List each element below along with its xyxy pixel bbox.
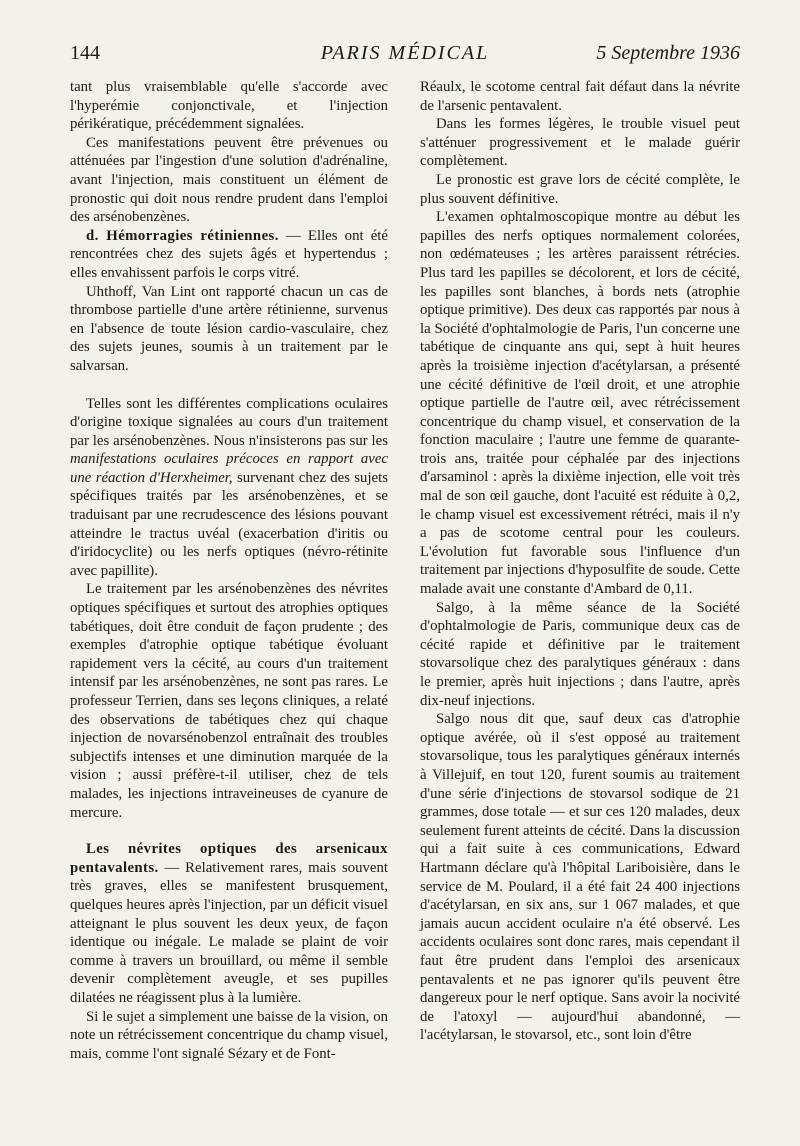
paragraph-text: — Elles ont été rencontrées chez des sujets âgés et hypertendus ; elles envahissent parfois le corps vitré. xyxy=(70,227,388,281)
paragraph: Salgo, à la même séance de la Société d'ophtalmologie de Paris, communique deux cas de cécité rapide et définitive par le traitement stovarsolique chez des paralytiques généraux : dans le premier, après huit injections ; dans l'autre, après dix-neuf injections. xyxy=(420,599,740,709)
journal-title: PARIS MÉDICAL xyxy=(320,42,490,64)
page-number: 144 xyxy=(70,42,100,64)
paragraph: Réaulx, le scotome central fait défaut dans la névrite de l'arsenic pentavalent. xyxy=(420,79,740,114)
paragraph xyxy=(70,227,388,283)
paragraph: Salgo nous dit que, sauf deux cas d'atrophie optique avérée, où il s'est opposé au traitement stovarsolique, tous les paralytiques généraux internés à Villejuif, en tout 120, furent soumis au traitement d'une série d'injections de stovarsol sodique de 21 grammes, dose totale — et sur ces 120 malades, deux seulement furent atteints de cécité. Dans la discussion qui a fait suite à ces communications, Edward Hartmann déclare qu'à l'hôpital Lariboisière, dans le service de M. Poulard, il a été fait 24 400 injections d'acétylarsan, en six ans, sur 1 067 malades, et que jamais aucun accident oculaire n'a été observé. Les accidents oculaires sont donc rares, mais cependant il faut être prudent dans l'emploi des arsenicaux pentavalents et ne pas ignorer qu'ils peuvent être dangereux pour le nerf optique. Sans avoir la nocivité de l'atoxyl — aujourd'hui abandonné, — l'acétylarsan, le stovarsol, etc., sont loin d'être xyxy=(420,711,740,1044)
paragraph-text: survenant chez des sujets spécifiques traités par les arsénobenzènes, et se traduisant par une recrudescence des lésions pouvant atteindre le tractus uvéal (exacerbation d'iritis ou d'iridocyclite) ou les nerfs optiques (névro-rétinite avec papillite). xyxy=(70,469,388,579)
paragraph: Uhthoff, Van Lint ont rapporté chacun un cas de thrombose partielle d'une artère rétinienne, survenus en l'absence de toute lésion cardio-vasculaire, chez des sujets jeunes, soumis à un traitement par le salvarsan. xyxy=(70,283,388,374)
italic-term: manifestations oculaires précoces en rapport avec une réaction d'Herxheimer, xyxy=(70,451,388,486)
paragraph: Ces manifestations peuvent être prévenues ou atténuées par l'ingestion d'une solution d'adrénaline, avant l'injection, mais constituent un élément de pronostic qui doit nous rendre prudent dans l'emploi des arsénobenzènes. xyxy=(70,134,388,226)
right-column xyxy=(420,78,740,1045)
paragraph: Dans les formes légères, le trouble visuel peut s'atténuer progressivement et le malade guérir complètement. xyxy=(420,116,740,170)
issue-date: 5 Septembre 1936 xyxy=(596,42,740,64)
paragraph: tant plus vraisemblable qu'elle s'accorde avec l'hyperémie conjonctivale, et l'injection périkératique, précédemment signalées. xyxy=(70,79,388,133)
paragraph-text: — Relativement rares, mais souvent très graves, elles se manifestent brusquement, quelques heures après l'injection, par un déficit visuel atteignant le plus souvent les deux yeux, de façon identique ou inégale. Le malade se plaint de voir comme à travers un brouillard, ou même il semble devenir complètement aveugle, et ses pupilles dilatées ne réagissent plus à la lumière. xyxy=(70,859,388,1006)
paragraph: Le pronostic est grave lors de cécité complète, le plus souvent définitive. xyxy=(420,171,740,207)
section-heading: d. Hémorragies rétiniennes. xyxy=(86,227,279,244)
paragraph-text: Telles sont les différentes complications oculaires d'origine toxique signalées au cours d'un traitement par les arsénobenzènes. Nous n'insisterons pas sur les xyxy=(70,395,388,449)
paragraph xyxy=(70,840,388,1007)
paragraph: Si le sujet a simplement une baisse de la vision, on note un rétrécissement concentrique du champ visuel, mais, comme l'ont signalé Sézary et de Font- xyxy=(70,1008,388,1062)
running-header xyxy=(70,38,740,68)
paragraph xyxy=(70,395,388,581)
paragraph: Le traitement par les arsénobenzènes des névrites optiques spécifiques et surtout des atrophies optiques tabétiques, doit être conduit de façon prudente ; des exemples d'atrophie optique tabétique évoluant rapidement vers la cécité, au cours d'un traitement intensif par les arsénobenzènes, ne sont pas rares. Le professeur Terrien, dans ses leçons cliniques, a relaté des observations de tabétiques chez qui chaque injection de novarsénobenzol entraînait des troubles subjectifs intenses et une diminution marquée de la vision ; aussi préfère-t-il utiliser, chez de tels malades, les injections intraveineuses de cyanure de mercure. xyxy=(70,581,388,821)
section-heading: Les névrites optiques des arsenicaux pentavalents. xyxy=(70,841,388,876)
paragraph: L'examen ophtalmoscopique montre au début les papilles des nerfs optiques normalement colorées, non œdémateuses ; les artères paraissent rétrécies. Plus tard les papilles se décolorent, et lors de cécité, les papilles sont blanches, à bords nets (atrophie optique primitive). Des deux cas rapportés par nous à la Société d'ophtalmologie de Paris, l'un concerne une tabétique de cinquante ans qui, sept à huit heures après la troisième injection d'acétylarsan, a présenté une cécité définitive de l'œil droit, et une atrophie optique partielle de l'autre œil, avec rétrécissement concentrique du champ visuel, et conservation de la fonction maculaire ; l'autre une femme de quarante-trois ans, traitée pour céphalée par des injections d'arsaminol : après la dixième injection, elle voit très mal de son œil gauche, dont l'acuité est réduite à 0,2, le champ visuel est excessivement rétréci, mais il n'y a pas de scotome central pour les couleurs. L'évolution fut favorable sous l'influence d'un traitement par injections d'hyposulfite de soude. Cette malade avait une constante d'Ambard de 0,11. xyxy=(420,209,740,598)
left-column xyxy=(70,78,388,1063)
